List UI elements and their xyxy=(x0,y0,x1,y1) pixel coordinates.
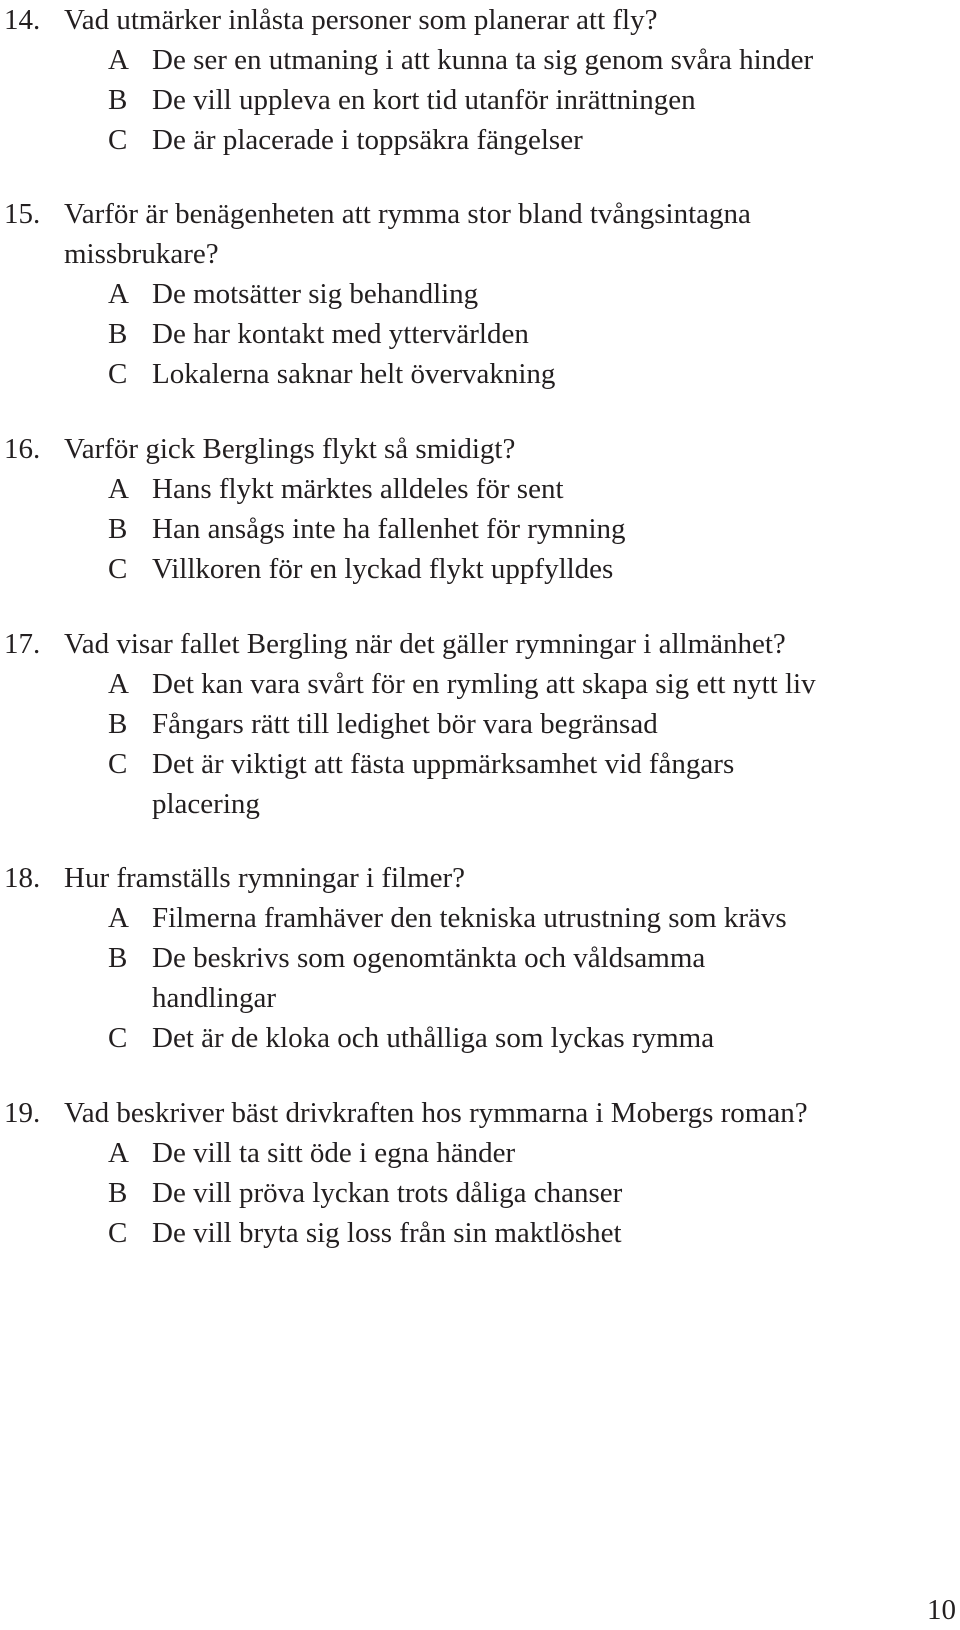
option-letter: C xyxy=(108,358,128,390)
option-letter: C xyxy=(108,1022,128,1054)
option-text: De vill bryta sig loss från sin maktlöshet xyxy=(152,1217,622,1249)
option-c xyxy=(0,354,960,394)
option-b xyxy=(0,509,960,549)
option-c xyxy=(0,1213,960,1253)
option-text: Hans flykt märktes alldeles för sent xyxy=(152,473,564,505)
option-text: Filmerna framhäver den tekniska utrustning som krävs xyxy=(152,902,787,934)
option-b xyxy=(0,1173,960,1213)
option-letter: C xyxy=(108,553,128,585)
question-text: Vad utmärker inlåsta personer som planerar att fly? xyxy=(64,4,658,36)
question-number: 15. xyxy=(4,198,41,230)
option-text: Han ansågs inte ha fallenhet för rymning xyxy=(152,513,626,545)
question-text: Hur framställs rymningar i filmer? xyxy=(64,862,466,894)
option-text: placering xyxy=(152,788,260,820)
option-letter: A xyxy=(108,278,129,310)
option-letter: B xyxy=(108,1177,128,1209)
question-text: missbrukare? xyxy=(64,238,219,270)
option-b-continuation xyxy=(0,978,960,1018)
question-line xyxy=(0,234,960,274)
question-number: 18. xyxy=(4,862,41,894)
option-a xyxy=(0,40,960,80)
option-letter: C xyxy=(108,1217,128,1249)
option-text: De vill ta sitt öde i egna händer xyxy=(152,1137,516,1169)
option-a xyxy=(0,274,960,314)
option-c-continuation xyxy=(0,784,960,824)
option-a xyxy=(0,898,960,938)
option-letter: B xyxy=(108,318,128,350)
option-a xyxy=(0,664,960,704)
question-number: 19. xyxy=(4,1097,41,1129)
question-15 xyxy=(0,194,960,394)
option-a xyxy=(0,1133,960,1173)
option-text: De vill uppleva en kort tid utanför inrättningen xyxy=(152,84,696,116)
question-number: 14. xyxy=(4,4,41,36)
option-text: Lokalerna saknar helt övervakning xyxy=(152,358,556,390)
question-18 xyxy=(0,858,960,1058)
option-letter: B xyxy=(108,513,128,545)
question-text: Vad beskriver bäst drivkraften hos rymmarna i Mobergs roman? xyxy=(64,1097,808,1129)
option-letter: C xyxy=(108,748,128,780)
option-text: De har kontakt med yttervärlden xyxy=(152,318,529,350)
question-number: 16. xyxy=(4,433,41,465)
question-16 xyxy=(0,429,960,589)
option-text: Det kan vara svårt för en rymling att skapa sig ett nytt liv xyxy=(152,668,816,700)
option-letter: B xyxy=(108,84,128,116)
option-letter: C xyxy=(108,124,128,156)
option-c xyxy=(0,744,960,784)
option-letter: B xyxy=(108,942,128,974)
option-text: De motsätter sig behandling xyxy=(152,278,479,310)
option-b xyxy=(0,314,960,354)
page-number: 10 xyxy=(927,1594,956,1626)
question-line xyxy=(0,858,960,898)
question-line xyxy=(0,624,960,664)
option-letter: A xyxy=(108,902,129,934)
option-letter: B xyxy=(108,708,128,740)
option-text: Fångars rätt till ledighet bör vara begränsad xyxy=(152,708,658,740)
question-line xyxy=(0,1093,960,1133)
question-19 xyxy=(0,1093,960,1253)
option-c xyxy=(0,120,960,160)
question-line xyxy=(0,429,960,469)
option-b xyxy=(0,80,960,120)
question-text: Vad visar fallet Bergling när det gäller rymningar i allmänhet? xyxy=(64,628,786,660)
option-text: Det är viktigt att fästa uppmärksamhet vid fångars xyxy=(152,748,735,780)
option-text: De ser en utmaning i att kunna ta sig genom svåra hinder xyxy=(152,44,814,76)
option-letter: A xyxy=(108,1137,129,1169)
question-line xyxy=(0,194,960,234)
option-c xyxy=(0,549,960,589)
option-text: De beskrivs som ogenomtänkta och våldsamma xyxy=(152,942,706,974)
option-a xyxy=(0,469,960,509)
option-c xyxy=(0,1018,960,1058)
question-14 xyxy=(0,0,960,160)
option-text: Villkoren för en lyckad flykt uppfylldes xyxy=(152,553,614,585)
question-line xyxy=(0,0,960,40)
option-letter: A xyxy=(108,668,129,700)
option-b xyxy=(0,938,960,978)
option-text: De är placerade i toppsäkra fängelser xyxy=(152,124,583,156)
question-text: Varför gick Berglings flykt så smidigt? xyxy=(64,433,516,465)
question-number: 17. xyxy=(4,628,41,660)
option-letter: A xyxy=(108,44,129,76)
option-text: Det är de kloka och uthålliga som lyckas rymma xyxy=(152,1022,715,1054)
option-text: De vill pröva lyckan trots dåliga chanser xyxy=(152,1177,623,1209)
question-text: Varför är benägenheten att rymma stor bland tvångsintagna xyxy=(64,198,751,230)
option-letter: A xyxy=(108,473,129,505)
option-b xyxy=(0,704,960,744)
option-text: handlingar xyxy=(152,982,277,1014)
question-17 xyxy=(0,624,960,824)
